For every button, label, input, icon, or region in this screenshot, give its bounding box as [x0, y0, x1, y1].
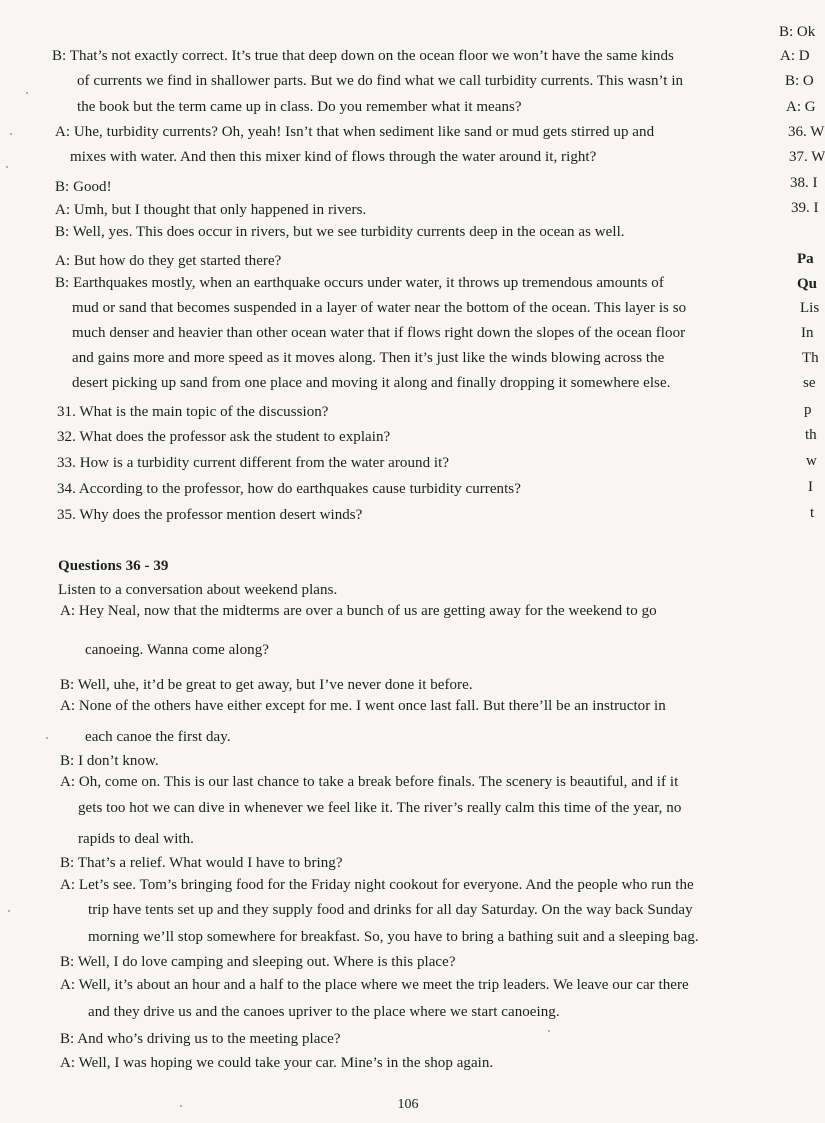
transcript-line: B: That’s not exactly correct. It’s true that deep down on the ocean floor we won’t have the same kinds — [52, 48, 674, 64]
scan-speck — [46, 737, 48, 739]
transcript-line: and they drive us and the canoes upriver to the place where we start canoeing. — [88, 1004, 560, 1020]
question-35: 35. Why does the professor mention desert winds? — [57, 507, 363, 523]
right-fragment: In — [801, 325, 814, 341]
transcript-line: each canoe the first day. — [85, 729, 231, 745]
right-fragment: th — [805, 427, 817, 443]
scan-speck — [10, 133, 12, 135]
transcript-line: B: Well, I do love camping and sleeping out. Where is this place? — [60, 954, 456, 970]
scan-speck — [8, 910, 10, 912]
transcript-line: B: Earthquakes mostly, when an earthquake occurs under water, it throws up tremendous amounts of — [55, 275, 664, 291]
transcript-line: A: Let’s see. Tom’s bringing food for the Friday night cookout for everyone. And the people who run the — [60, 877, 694, 893]
right-fragment: A: G — [786, 99, 816, 115]
transcript-line: and gains more and more speed as it moves along. Then it’s just like the winds blowing across the — [72, 350, 665, 366]
transcript-line: A: Well, it’s about an hour and a half to the place where we meet the trip leaders. We leave our car there — [60, 977, 689, 993]
right-fragment: A: D — [780, 48, 810, 64]
section-heading: Questions 36 - 39 — [58, 558, 169, 574]
question-33: 33. How is a turbidity current different from the water around it? — [57, 455, 450, 471]
section-instruction: Listen to a conversation about weekend plans. — [58, 582, 338, 598]
scan-speck — [6, 166, 8, 168]
transcript-line: A: Well, I was hoping we could take your car. Mine’s in the shop again. — [60, 1055, 494, 1071]
right-fragment: I — [808, 479, 813, 495]
transcript-line: gets too hot we can dive in whenever we feel like it. The river’s really calm this time of the year, no — [78, 800, 682, 816]
transcript-line: mixes with water. And then this mixer kind of flows through the water around it, right? — [70, 149, 597, 165]
transcript-line: much denser and heavier than other ocean water that if flows right down the slopes of the ocean floor — [72, 325, 686, 341]
question-32: 32. What does the professor ask the student to explain? — [57, 429, 391, 445]
transcript-line: desert picking up sand from one place and moving it along and finally dropping it somewhere else. — [72, 375, 671, 391]
right-fragment: B: Ok — [779, 24, 816, 40]
right-fragment: t — [810, 505, 815, 521]
page-number: 106 — [397, 1097, 419, 1112]
transcript-line: A: Hey Neal, now that the midterms are over a bunch of us are getting away for the weekend to go — [60, 603, 657, 619]
scan-speck — [26, 92, 28, 94]
question-31: 31. What is the main topic of the discussion? — [57, 404, 329, 420]
right-fragment: 38. I — [790, 175, 818, 191]
right-fragment: p — [804, 402, 812, 418]
transcript-line: A: Oh, come on. This is our last chance to take a break before finals. The scenery is beautiful, and if it — [60, 774, 679, 790]
right-fragment: w — [806, 453, 817, 469]
transcript-line: A: None of the others have either except for me. I went once last fall. But there’ll be an instructor in — [60, 698, 666, 714]
transcript-line: morning we’ll stop somewhere for breakfast. So, you have to bring a bathing suit and a sleeping bag. — [88, 929, 699, 945]
right-fragment: 39. I — [791, 200, 819, 216]
transcript-line: trip have tents set up and they supply food and drinks for all day Saturday. On the way back Sunday — [88, 902, 693, 918]
transcript-line: rapids to deal with. — [78, 831, 194, 847]
right-fragment: Qu — [797, 276, 818, 292]
transcript-line: B: Well, yes. This does occur in rivers, but we see turbidity currents deep in the ocean as well. — [55, 224, 625, 240]
right-fragment: 36. W — [788, 124, 825, 140]
right-fragment: 37. W — [789, 149, 825, 165]
right-fragment: Pa — [797, 251, 814, 267]
transcript-line: B: That’s a relief. What would I have to bring? — [60, 855, 343, 871]
transcript-line: canoeing. Wanna come along? — [85, 642, 269, 658]
transcript-line: B: And who’s driving us to the meeting place? — [60, 1031, 341, 1047]
transcript-line: of currents we find in shallower parts. But we do find what we call turbidity currents. This wasn’t in — [77, 73, 684, 89]
transcript-line: mud or sand that becomes suspended in a layer of water near the bottom of the ocean. This layer is so — [72, 300, 687, 316]
transcript-line: B: I don’t know. — [60, 753, 159, 769]
scan-speck — [548, 1030, 550, 1032]
transcript-line: A: Uhe, turbidity currents? Oh, yeah! Isn’t that when sediment like sand or mud gets stirred up and — [55, 124, 655, 140]
transcript-line: A: Umh, but I thought that only happened in rivers. — [55, 202, 367, 218]
transcript-line: B: Good! — [55, 179, 112, 195]
right-fragment: Lis — [800, 300, 820, 316]
question-34: 34. According to the professor, how do earthquakes cause turbidity currents? — [57, 481, 521, 497]
transcript-line: B: Well, uhe, it’d be great to get away, but I’ve never done it before. — [60, 677, 473, 693]
right-fragment: se — [803, 375, 816, 391]
right-fragment: B: O — [785, 73, 814, 89]
right-fragment: Th — [802, 350, 819, 366]
transcript-line: the book but the term came up in class. Do you remember what it means? — [77, 99, 522, 115]
transcript-line: A: But how do they get started there? — [55, 253, 282, 269]
